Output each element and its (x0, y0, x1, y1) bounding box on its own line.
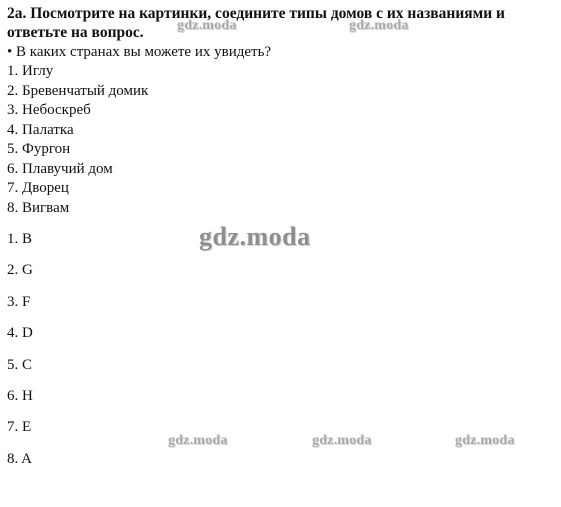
watermark: gdz.moda (312, 433, 372, 448)
watermark: gdz.moda (177, 18, 237, 33)
answer-item: 5. C (7, 356, 33, 373)
house-name-item: 7. Дворец (7, 180, 69, 196)
house-name-item: 8. Вигвам (7, 199, 70, 216)
answers-list (7, 228, 33, 479)
house-name-item: 4. Палатка (7, 121, 74, 138)
answer-item: 2. G (7, 262, 33, 279)
watermark: gdz.moda (168, 433, 228, 448)
house-name-item: 1. Иглу (7, 63, 54, 79)
answer-item: 6. H (7, 387, 33, 404)
watermark: gdz.moda (349, 18, 409, 33)
house-names-list (7, 62, 148, 218)
house-name-item: 5. Фургон (7, 141, 71, 157)
answer-item: 4. D (7, 325, 33, 342)
answer-item: 7. E (7, 419, 32, 436)
watermark-large: gdz.moda (199, 222, 311, 251)
house-name-item: 3. Небоскреб (7, 102, 91, 118)
task-question: • В каких странах вы можете их увидеть? (7, 44, 272, 60)
watermark: gdz.moda (455, 433, 515, 448)
house-name-item: 6. Плавучий дом (7, 160, 113, 177)
answer-item: 8. A (7, 450, 33, 467)
house-name-item: 2. Бревенчатый домик (7, 82, 149, 99)
task-title: 2a. Посмотрите на картинки, соедините типы домов с их названиями и ответьте на вопрос. (7, 5, 505, 41)
answer-item: 3. F (7, 293, 31, 310)
answer-item: 1. B (7, 231, 33, 247)
